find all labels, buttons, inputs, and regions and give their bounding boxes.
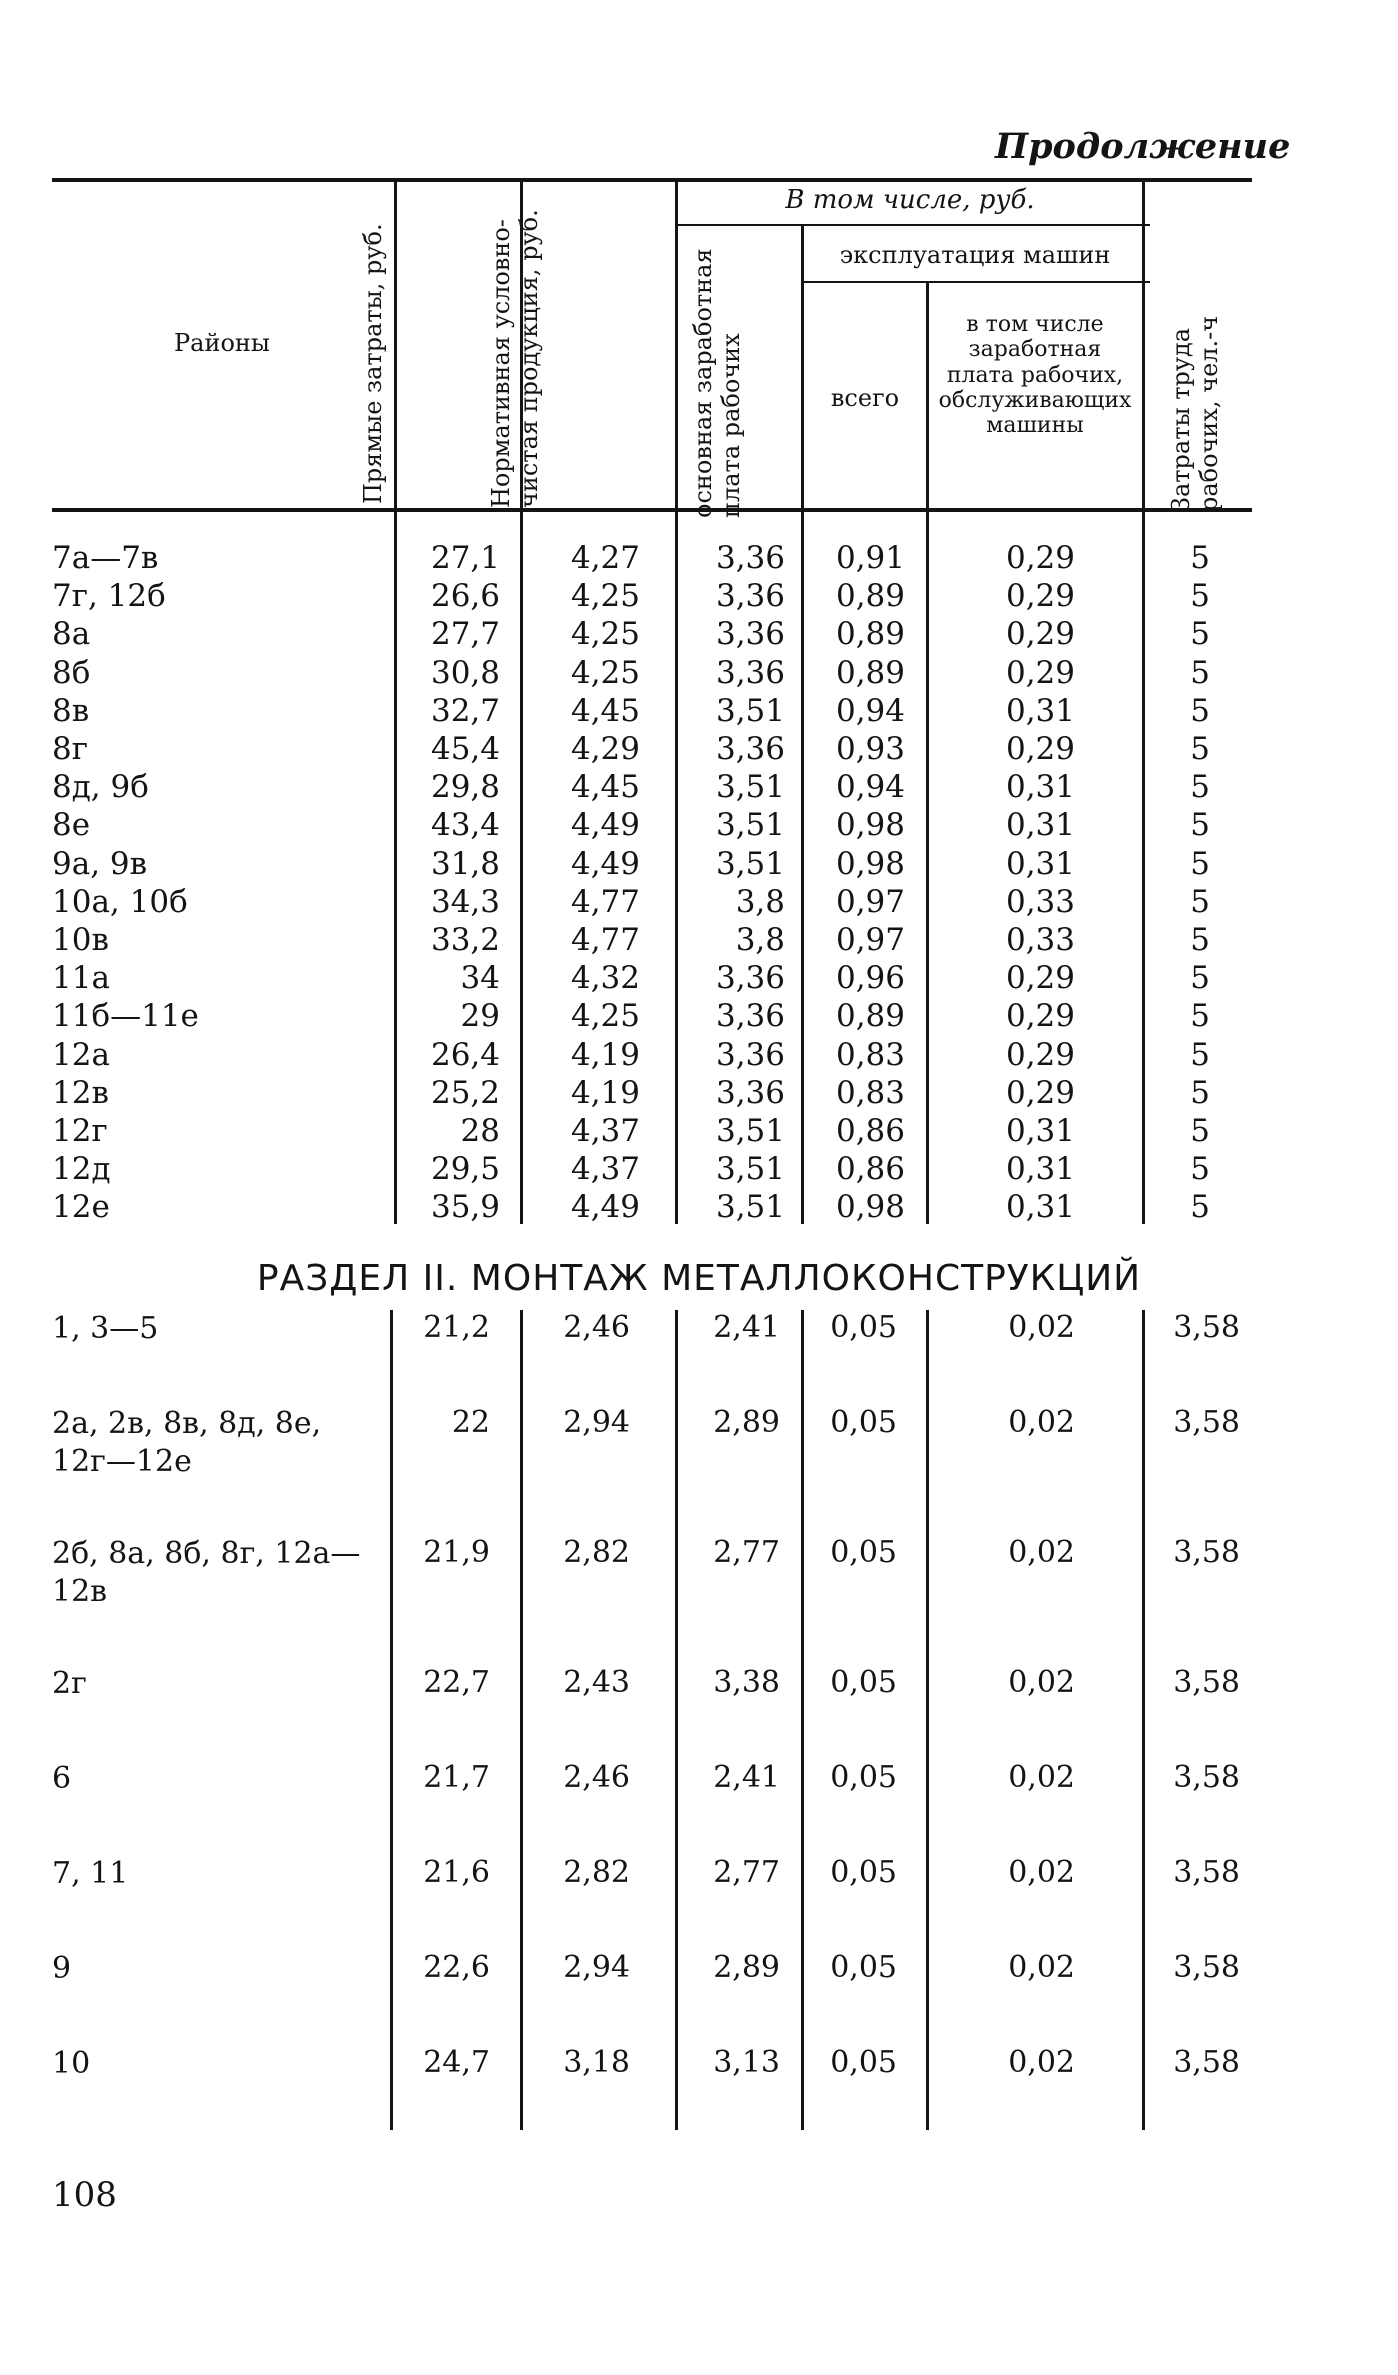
direct-costs-cell: 35,9 xyxy=(430,1189,500,1226)
machine-total-cell: 0,05 xyxy=(830,1310,897,1345)
table-row xyxy=(0,922,1398,958)
labor-costs-cell: 5 xyxy=(1190,692,1210,729)
direct-costs-cell: 25,2 xyxy=(430,1074,500,1111)
labor-costs-cell: 5 xyxy=(1190,1036,1210,1073)
header-normative-output xyxy=(488,188,584,508)
direct-costs-cell: 29,8 xyxy=(430,769,500,806)
machine-total-cell: 0,98 xyxy=(835,845,905,882)
normative-output-cell: 4,37 xyxy=(570,1113,640,1149)
machine-incl-wage-cell: 0,29 xyxy=(1005,616,1075,653)
labor-costs-cell: 3,58 xyxy=(1173,1760,1240,1795)
continuation-label: Продолжение xyxy=(995,126,1291,167)
direct-costs-cell: 24,7 xyxy=(423,2045,490,2080)
machine-total-cell: 0,94 xyxy=(835,692,905,729)
header-normative-output-text: Нормативная условно-чистая продукция, руб. xyxy=(487,209,543,508)
base-wage-cell: 3,51 xyxy=(715,1189,785,1226)
machine-total-cell: 0,83 xyxy=(835,1074,905,1111)
direct-costs-cell: 29 xyxy=(460,998,500,1035)
table-row xyxy=(0,1189,1398,1225)
normative-output-cell: 4,29 xyxy=(570,731,640,767)
direct-costs-cell: 28 xyxy=(460,1113,500,1149)
normative-output-cell: 4,19 xyxy=(570,1036,640,1073)
base-wage-cell: 2,77 xyxy=(713,1535,780,1570)
header-direct-costs-text: Прямые затраты, руб. xyxy=(359,223,387,504)
labor-costs-cell: 3,58 xyxy=(1173,1310,1240,1345)
base-wage-cell: 3,36 xyxy=(715,654,785,691)
machine-total-cell: 0,98 xyxy=(835,1189,905,1226)
normative-output-cell: 2,46 xyxy=(563,1310,630,1345)
normative-output-cell: 4,49 xyxy=(570,845,640,882)
header-labor-costs xyxy=(1168,212,1252,512)
table-row xyxy=(0,693,1398,729)
machine-total-cell: 0,97 xyxy=(835,922,905,958)
machine-rule xyxy=(803,281,1150,283)
machine-incl-wage-cell: 0,31 xyxy=(1005,769,1075,806)
direct-costs-cell: 45,4 xyxy=(430,731,500,767)
direct-costs-cell: 32,7 xyxy=(430,692,500,729)
direct-costs-cell: 22 xyxy=(451,1405,490,1440)
direct-costs-cell: 30,8 xyxy=(430,654,500,691)
header-regions: Районы xyxy=(174,329,270,357)
machine-total-cell: 0,86 xyxy=(835,1151,905,1188)
region-cell: 10а, 10б xyxy=(52,883,188,920)
table-row xyxy=(0,578,1398,614)
base-wage-cell: 3,51 xyxy=(715,1113,785,1149)
machine-incl-wage-cell: 0,02 xyxy=(1008,1310,1075,1345)
machine-incl-wage-cell: 0,02 xyxy=(1008,1855,1075,1890)
base-wage-cell: 3,36 xyxy=(715,1036,785,1073)
table-row xyxy=(0,1037,1398,1073)
machine-incl-wage-cell: 0,02 xyxy=(1008,1665,1075,1700)
region-cell: 1, 3—5 xyxy=(52,1311,159,1346)
region-cell: 11б—11е xyxy=(52,998,199,1035)
machine-total-cell: 0,05 xyxy=(830,1535,897,1570)
machine-total-cell: 0,93 xyxy=(835,731,905,767)
region-cell: 7г, 12б xyxy=(52,578,166,615)
machine-incl-wage-cell: 0,33 xyxy=(1005,922,1075,958)
header-machine-operation: эксплуатация машин xyxy=(839,241,1111,269)
base-wage-cell: 3,36 xyxy=(715,616,785,653)
machine-incl-wage-cell: 0,29 xyxy=(1005,960,1075,997)
base-wage-cell: 3,36 xyxy=(715,1074,785,1111)
normative-output-cell: 4,32 xyxy=(570,960,640,997)
region-cell: 10в xyxy=(52,922,109,958)
header-direct-costs xyxy=(360,184,440,504)
region-cell: 12а xyxy=(52,1036,110,1073)
table-row xyxy=(0,1113,1398,1149)
base-wage-cell: 3,51 xyxy=(715,807,785,844)
direct-costs-cell: 26,6 xyxy=(430,578,500,615)
header-including: В том числе, руб. xyxy=(785,185,1035,215)
direct-costs-cell: 21,2 xyxy=(423,1310,490,1345)
normative-output-cell: 4,77 xyxy=(570,922,640,958)
region-cell: 12в xyxy=(52,1074,109,1111)
table-row xyxy=(0,616,1398,652)
base-wage-cell: 3,8 xyxy=(735,922,785,958)
machine-incl-wage-cell: 0,02 xyxy=(1008,1950,1075,1985)
table-row xyxy=(0,807,1398,843)
region-cell: 10 xyxy=(52,2046,91,2081)
base-wage-cell: 3,36 xyxy=(715,731,785,767)
base-wage-cell: 2,89 xyxy=(713,1950,780,1985)
s2-col-divider-1 xyxy=(390,1310,393,2130)
base-wage-cell: 3,51 xyxy=(715,769,785,806)
base-wage-cell: 3,51 xyxy=(715,845,785,882)
normative-output-cell: 2,46 xyxy=(563,1760,630,1795)
machine-incl-wage-cell: 0,29 xyxy=(1005,1036,1075,1073)
normative-output-cell: 4,25 xyxy=(570,616,640,653)
normative-output-cell: 4,37 xyxy=(570,1151,640,1188)
normative-output-cell: 2,82 xyxy=(563,1535,630,1570)
direct-costs-cell: 29,5 xyxy=(430,1151,500,1188)
labor-costs-cell: 5 xyxy=(1190,960,1210,997)
normative-output-cell: 2,43 xyxy=(563,1665,630,1700)
normative-output-cell: 3,18 xyxy=(563,2045,630,2080)
base-wage-cell: 2,89 xyxy=(713,1405,780,1440)
normative-output-cell: 4,49 xyxy=(570,1189,640,1226)
table-row xyxy=(0,655,1398,691)
labor-costs-cell: 5 xyxy=(1190,654,1210,691)
region-cell: 9 xyxy=(52,1951,72,1986)
machine-total-cell: 0,05 xyxy=(830,1950,897,1985)
machine-total-cell: 0,83 xyxy=(835,1036,905,1073)
machine-incl-wage-cell: 0,29 xyxy=(1005,540,1075,576)
s2-col-divider-2 xyxy=(520,1310,523,2130)
table-row xyxy=(0,884,1398,920)
direct-costs-cell: 43,4 xyxy=(430,807,500,844)
base-wage-cell: 3,13 xyxy=(713,2045,780,2080)
direct-costs-cell: 21,9 xyxy=(423,1535,490,1570)
base-wage-cell: 2,77 xyxy=(713,1855,780,1890)
normative-output-cell: 2,94 xyxy=(563,1405,630,1440)
machine-incl-wage-cell: 0,02 xyxy=(1008,1405,1075,1440)
region-cell: 9а, 9в xyxy=(52,845,148,882)
labor-costs-cell: 5 xyxy=(1190,731,1210,767)
labor-costs-cell: 5 xyxy=(1190,616,1210,653)
page-number: 108 xyxy=(52,2175,117,2215)
labor-costs-cell: 5 xyxy=(1190,1151,1210,1188)
region-cell: 8г xyxy=(52,731,88,767)
direct-costs-cell: 33,2 xyxy=(430,922,500,958)
base-wage-cell: 3,38 xyxy=(713,1665,780,1700)
machine-incl-wage-cell: 0,31 xyxy=(1005,845,1075,882)
normative-output-cell: 2,82 xyxy=(563,1855,630,1890)
base-wage-cell: 2,41 xyxy=(713,1310,780,1345)
machine-incl-wage-cell: 0,02 xyxy=(1008,1760,1075,1795)
normative-output-cell: 4,27 xyxy=(570,540,640,576)
machine-incl-wage-cell: 0,31 xyxy=(1005,1113,1075,1149)
table-row xyxy=(0,998,1398,1034)
header-machine-incl-wage: в том числе заработная плата рабочих, обслуживающих машины xyxy=(938,312,1132,439)
base-wage-cell: 3,8 xyxy=(735,883,785,920)
normative-output-cell: 4,77 xyxy=(570,883,640,920)
table-row xyxy=(0,540,1398,576)
machine-incl-wage-cell: 0,31 xyxy=(1005,692,1075,729)
table-row xyxy=(0,731,1398,767)
machine-incl-wage-cell: 0,31 xyxy=(1005,1151,1075,1188)
region-cell: 8б xyxy=(52,654,91,691)
region-cell: 2б, 8а, 8б, 8г, 12а—12в xyxy=(52,1536,361,1609)
header-bottom-rule xyxy=(52,508,1252,512)
region-cell: 12г xyxy=(52,1113,108,1149)
machine-total-cell: 0,89 xyxy=(835,654,905,691)
machine-incl-wage-cell: 0,31 xyxy=(1005,1189,1075,1226)
direct-costs-cell: 22,7 xyxy=(423,1665,490,1700)
labor-costs-cell: 5 xyxy=(1190,883,1210,920)
machine-total-cell: 0,86 xyxy=(835,1113,905,1149)
labor-costs-cell: 3,58 xyxy=(1173,1665,1240,1700)
machine-total-cell: 0,05 xyxy=(830,1665,897,1700)
table-row xyxy=(0,960,1398,996)
header-labor-costs-text: Затраты труда рабочих, чел.-ч xyxy=(1167,315,1223,512)
normative-output-cell: 4,49 xyxy=(570,807,640,844)
machine-incl-wage-cell: 0,29 xyxy=(1005,1074,1075,1111)
direct-costs-cell: 31,8 xyxy=(430,845,500,882)
normative-output-cell: 4,19 xyxy=(570,1074,640,1111)
labor-costs-cell: 5 xyxy=(1190,540,1210,576)
labor-costs-cell: 5 xyxy=(1190,578,1210,615)
machine-incl-wage-cell: 0,29 xyxy=(1005,654,1075,691)
machine-incl-wage-cell: 0,31 xyxy=(1005,807,1075,844)
base-wage-cell: 3,51 xyxy=(715,1151,785,1188)
labor-costs-cell: 5 xyxy=(1190,998,1210,1035)
labor-costs-cell: 5 xyxy=(1190,1113,1210,1149)
machine-total-cell: 0,97 xyxy=(835,883,905,920)
header-base-wage-text: основная заработная плата рабочих xyxy=(689,248,745,518)
base-wage-cell: 3,51 xyxy=(715,692,785,729)
labor-costs-cell: 5 xyxy=(1190,845,1210,882)
machine-incl-wage-cell: 0,02 xyxy=(1008,2045,1075,2080)
normative-output-cell: 4,45 xyxy=(570,692,640,729)
region-cell: 7а—7в xyxy=(52,540,159,576)
base-wage-cell: 3,36 xyxy=(715,540,785,576)
direct-costs-cell: 27,1 xyxy=(430,540,500,576)
direct-costs-cell: 27,7 xyxy=(430,616,500,653)
direct-costs-cell: 34,3 xyxy=(430,883,500,920)
labor-costs-cell: 3,58 xyxy=(1173,1535,1240,1570)
region-cell: 8а xyxy=(52,616,91,653)
header-base-wage xyxy=(690,218,786,518)
machine-total-cell: 0,89 xyxy=(835,616,905,653)
s2-col-divider-3 xyxy=(675,1310,678,2130)
labor-costs-cell: 5 xyxy=(1190,807,1210,844)
region-cell: 8в xyxy=(52,692,90,729)
machine-incl-wage-cell: 0,02 xyxy=(1008,1535,1075,1570)
machine-incl-wage-cell: 0,29 xyxy=(1005,578,1075,615)
region-cell: 6 xyxy=(52,1761,72,1796)
machine-total-cell: 0,05 xyxy=(830,2045,897,2080)
direct-costs-cell: 34 xyxy=(460,960,500,997)
region-cell: 12д xyxy=(52,1151,111,1188)
labor-costs-cell: 3,58 xyxy=(1173,1855,1240,1890)
normative-output-cell: 4,25 xyxy=(570,998,640,1035)
s2-col-divider-4 xyxy=(801,1310,804,2130)
machine-total-cell: 0,94 xyxy=(835,769,905,806)
table-row xyxy=(0,1151,1398,1187)
labor-costs-cell: 5 xyxy=(1190,1189,1210,1226)
table-row xyxy=(0,846,1398,882)
machine-total-cell: 0,89 xyxy=(835,998,905,1035)
region-cell: 2а, 2в, 8в, 8д, 8е, 12г—12е xyxy=(52,1406,322,1479)
region-cell: 2г xyxy=(52,1666,87,1701)
machine-incl-wage-cell: 0,29 xyxy=(1005,731,1075,767)
direct-costs-cell: 22,6 xyxy=(423,1950,490,1985)
base-wage-cell: 3,36 xyxy=(715,960,785,997)
region-cell: 12е xyxy=(52,1189,110,1226)
direct-costs-cell: 21,6 xyxy=(423,1855,490,1890)
machine-total-cell: 0,05 xyxy=(830,1405,897,1440)
direct-costs-cell: 21,7 xyxy=(423,1760,490,1795)
labor-costs-cell: 3,58 xyxy=(1173,1950,1240,1985)
s2-col-divider-5 xyxy=(926,1310,929,2130)
table-row xyxy=(0,1075,1398,1111)
table-top-rule xyxy=(52,178,1252,182)
base-wage-cell: 2,41 xyxy=(713,1760,780,1795)
labor-costs-cell: 3,58 xyxy=(1173,2045,1240,2080)
s2-col-divider-6 xyxy=(1142,1310,1145,2130)
machine-incl-wage-cell: 0,33 xyxy=(1005,883,1075,920)
region-cell: 11а xyxy=(52,960,110,997)
base-wage-cell: 3,36 xyxy=(715,998,785,1035)
machine-total-cell: 0,05 xyxy=(830,1855,897,1890)
normative-output-cell: 4,25 xyxy=(570,578,640,615)
normative-output-cell: 4,25 xyxy=(570,654,640,691)
normative-output-cell: 4,45 xyxy=(570,769,640,806)
region-cell: 8д, 9б xyxy=(52,769,149,806)
header-machine-total: всего xyxy=(830,384,900,412)
region-cell: 7, 11 xyxy=(52,1856,129,1891)
machine-total-cell: 0,91 xyxy=(835,540,905,576)
base-wage-cell: 3,36 xyxy=(715,578,785,615)
normative-output-cell: 2,94 xyxy=(563,1950,630,1985)
machine-total-cell: 0,05 xyxy=(830,1760,897,1795)
region-cell: 8е xyxy=(52,807,91,844)
labor-costs-cell: 5 xyxy=(1190,1074,1210,1111)
section2-title: РАЗДЕЛ II. МОНТАЖ МЕТАЛЛОКОНСТРУКЦИЙ xyxy=(256,1258,1142,1299)
machine-total-cell: 0,96 xyxy=(835,960,905,997)
machine-total-cell: 0,98 xyxy=(835,807,905,844)
labor-costs-cell: 5 xyxy=(1190,922,1210,958)
labor-costs-cell: 5 xyxy=(1190,769,1210,806)
machine-total-cell: 0,89 xyxy=(835,578,905,615)
machine-incl-wage-cell: 0,29 xyxy=(1005,998,1075,1035)
table-row xyxy=(0,769,1398,805)
labor-costs-cell: 3,58 xyxy=(1173,1405,1240,1440)
direct-costs-cell: 26,4 xyxy=(430,1036,500,1073)
